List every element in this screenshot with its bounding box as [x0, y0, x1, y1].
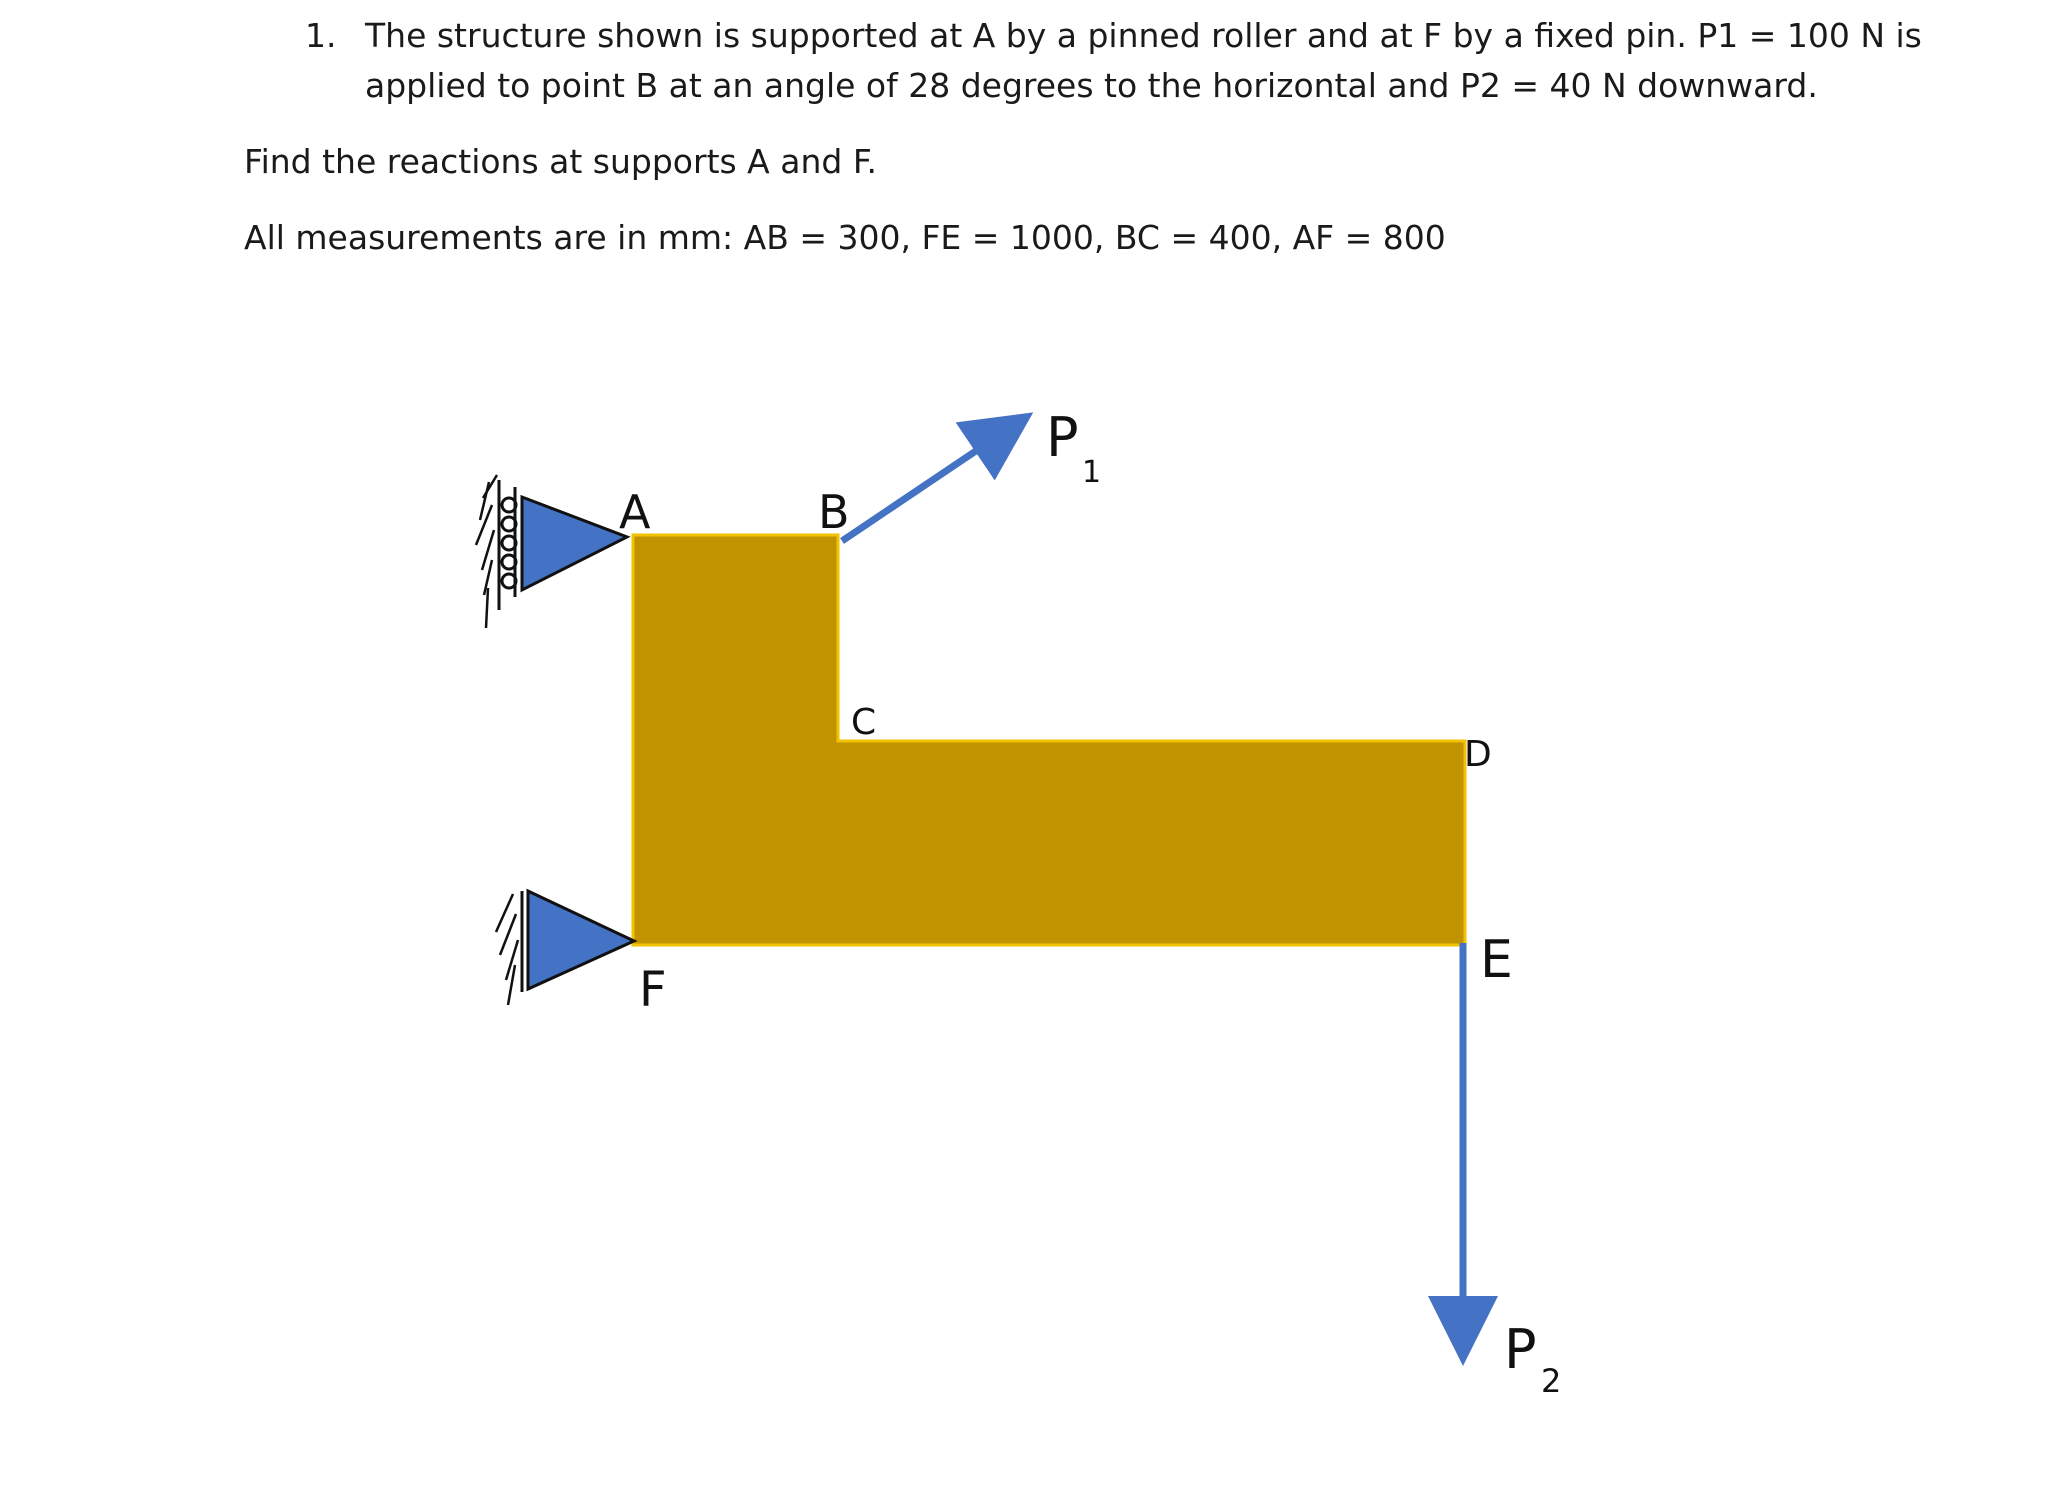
- find-instruction: Find the reactions at supports A and F.: [244, 142, 877, 181]
- label-b: B: [818, 485, 850, 539]
- problem-statement-line-2: applied to point B at an angle of 28 degrees to the horizontal and P2 = 40 N downward.: [365, 66, 1818, 105]
- force-p1-arrow: [842, 428, 1010, 541]
- label-a: A: [619, 485, 651, 539]
- pin-support-f: [496, 891, 634, 1005]
- label-e: E: [1480, 930, 1513, 990]
- wall-hatch-a: [476, 475, 497, 628]
- support-triangle-a: [522, 497, 627, 590]
- label-p1: P: [1046, 406, 1079, 469]
- label-p2-subscript: 2: [1541, 1362, 1562, 1400]
- label-p1-subscript: 1: [1082, 455, 1102, 490]
- problem-statement-line-1: The structure shown is supported at A by a pinned roller and at F by a fixed pin. P1 = 100 N is: [365, 16, 1922, 55]
- support-triangle-f: [528, 891, 634, 989]
- roller-support-a: [476, 475, 627, 628]
- wall-hatch-f: [496, 894, 518, 1005]
- problem-number: 1.: [305, 16, 337, 55]
- label-p2: P: [1504, 1318, 1537, 1381]
- label-c: C: [851, 702, 877, 743]
- label-d: D: [1464, 734, 1492, 775]
- measurements-note: All measurements are in mm: AB = 300, FE = 1000, BC = 400, AF = 800: [244, 218, 1446, 257]
- label-f: F: [639, 962, 667, 1018]
- structure-member: [633, 535, 1465, 945]
